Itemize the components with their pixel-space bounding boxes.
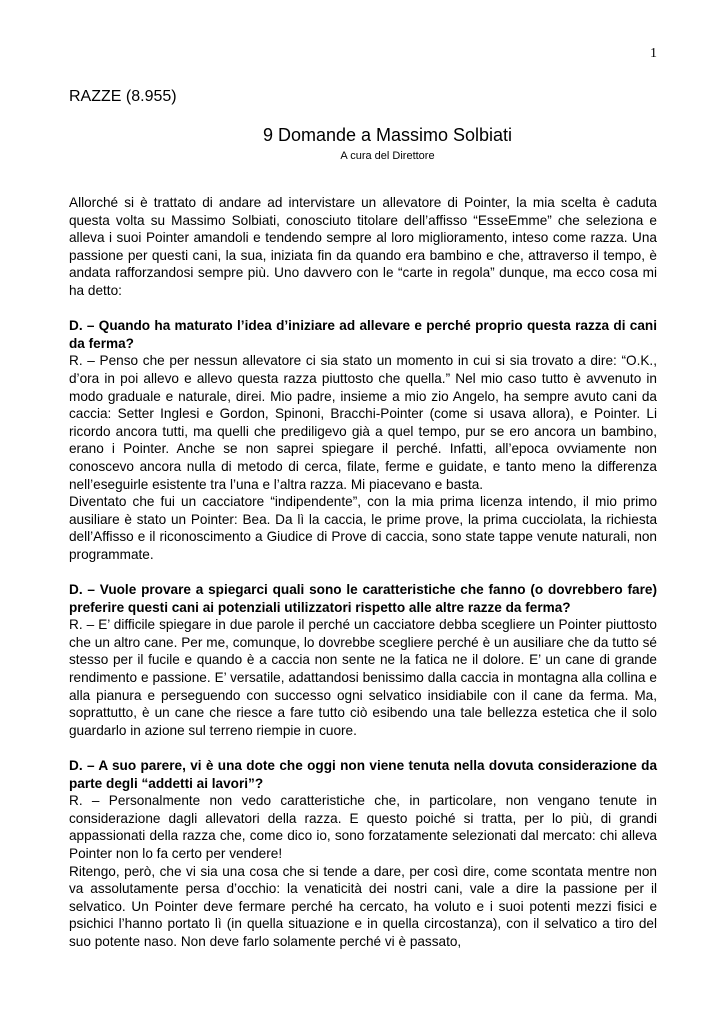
question-1: D. – Quando ha maturato l’idea d’iniziare ad allevare e perché proprio questa razza di cani da ferma? [69, 318, 657, 351]
answer-3-paragraph-2: Ritengo, però, che vi sia una cosa che si tende a dare, per così dire, come scontata mentre non va assolutamente persa d’occhio: la venaticità dei nostri cani, vale a dire la passione per il selvatico. Un Pointer deve fermare perché ha cercato, ha voluto e i suoi potenti mezzi fisici e psichici l’hanno portato lì (in quella situazione e in quella circostanza), con il selvatico a tiro del suo potente naso. Non deve farlo solamente perché vi è passato, [69, 863, 657, 949]
answer-3-paragraph-1: R. – Personalmente non vedo caratteristiche che, in particolare, non vengano tenute in considerazione dagli allevatori della razza. E questo poiché si tratta, per lo più, di grandi appassionati della razza che, come dico io, sono forzatamente selezionati dal mercato: chi alleva Pointer non lo fa certo per vendere! [69, 793, 657, 861]
page-number: 1 [650, 46, 657, 61]
spacer [69, 739, 657, 757]
article-title: 9 Domande a Massimo Solbiati [262, 125, 513, 145]
intro-paragraph: Allorché si è trattato di andare ad intervistare un allevatore di Pointer, la mia scelta è caduta questa volta su Massimo Solbiati, conosciuto titolare dell’affisso “EsseEmme” che seleziona e alleva i suoi Pointer amandoli e tendendo sempre al loro miglioramento, inteso come razza. Una passione per questi cani, la sua, iniziata fin da quando era bambino e che, attraverso il tempo, è andata rafforzandosi sempre più. Uno davvero con le “carte in regola” dunque, ma ecco cosa mi ha detto: [69, 195, 657, 298]
answer-2: R. – E’ difficile spiegare in due parole il perché un cacciatore debba scegliere un Pointer piuttosto che un altro cane. Per me, comunque, lo dovrebbe scegliere perché è un ausiliare che da tutto sé stesso per il fucile e quando è a caccia non sente ne la fatica ne il dolore. E’ un cane di grande rendimento e passione. E’ versatile, adattandosi benissimo dalla caccia in montagna alla collina e alla pianura e perseguendo con successo ogni selvatico insidiabile con il cane da ferma. Ma, soprattutto, è un cane che riesce a fare tutto ciò esibendo una tale bellezza estetica che il solo guardarlo in azione sul terreno riempie in cuore. [69, 617, 657, 738]
answer-1-paragraph-2: Diventato che fui un cacciatore “indipendente”, con la mia prima licenza intendo, il mio primo ausiliare è stato un Pointer: Bea. Da lì la caccia, le prime prove, la prima cucciolata, la richiesta dell’Affisso e il riconoscimento a Giudice di Prove di caccia, sono state tappe venute naturali, non programmate. [69, 494, 657, 562]
question-2: D. – Vuole provare a spiegarci quali sono le caratteristiche che fanno (o dovrebbero fare) preferire questi cani ai potenziali utilizzatori rispetto alle altre razze da ferma? [69, 582, 657, 615]
answer-1-paragraph-1: R. – Penso che per nessun allevatore ci sia stato un momento in cui si sia trovato a dire: “O.K., d’ora in poi allevo e allevo questa razza piuttosto che quella.” Nel mio caso tutto è avvenuto in modo graduale e naturale, direi. Mio padre, insieme a mio zio Angelo, ha sempre avuto cani da caccia: Setter Inglesi e Gordon, Spinoni, Bracchi-Pointer (come si usava allora), e Pointer. Li ricordo ancora tutti, ma quelli che prediligevo già a quel tempo, pur se ero ancora un bambino, erano i Pointer. Anche se non saprei spiegare il perché. Infatti, all’epoca ovviamente non conoscevo ancora nulla di metodo di cerca, filate, ferme e guidate, e tanto meno la differenza nell’eseguirle esistente tra l’una e l’altra razza. Mi piacevano e basta. [69, 353, 657, 492]
question-3: D. – A suo parere, vi è una dote che oggi non viene tenuta nella dovuta considerazione da parte degli “addetti ai lavori”? [69, 758, 657, 791]
spacer [69, 300, 657, 318]
spacer [69, 563, 657, 581]
section-label: RAZZE (8.955) [69, 88, 177, 105]
article-body [69, 194, 657, 951]
article-subtitle: A cura del Direttore [340, 150, 435, 162]
